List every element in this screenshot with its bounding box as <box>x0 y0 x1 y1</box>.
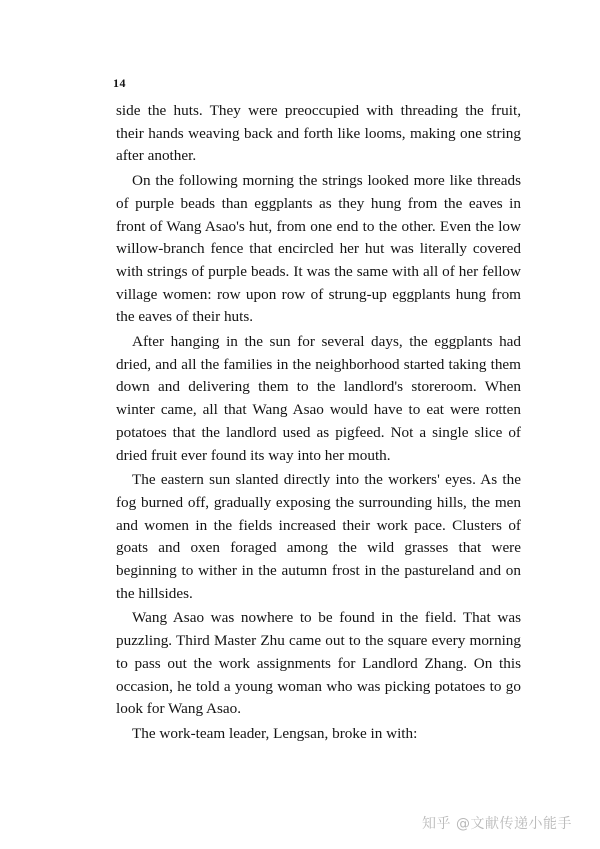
paragraph-6: The work-team leader, Lengsan, broke in with: <box>132 724 418 742</box>
paragraph-3: After hanging in the sun for several days, the eggplants had dried, and all the families in the neighborhood started taking them down and delivering them to the landlord's storeroom. When winter came, all that Wang Asao would have to eat were rotten potatoes that the landlord used as pigfeed. Not a single slice of dried fruit ever found its way into her mouth. <box>116 333 521 464</box>
paragraph-2: On the following morning the strings looked more like threads of purple beads than eggplants as they hung from the eaves in front of Wang Asao's hut, from one end to the other. Even the low willow-branch fence that encircled her hut was literally covered with strings of purple beads. It was the same with all of her fellow village women: row upon row of strung-up eggplants hung from the eaves of their huts. <box>116 172 521 326</box>
paragraph-4: The eastern sun slanted directly into the workers' eyes. As the fog burned off, gradually exposing the surrounding hills, the men and women in the fields increased their work pace. Clusters of goats and oxen foraged among the wild grasses that were beginning to wither in the autumn frost in the pastureland and on the hillsides. <box>116 471 521 602</box>
page-number: 14 <box>113 76 126 90</box>
body-text <box>116 100 521 746</box>
watermark: 知乎 @文献传递小能手 <box>422 816 572 832</box>
paragraph-5: Wang Asao was nowhere to be found in the field. That was puzzling. Third Master Zhu came out to the square every morning to pass out the work assignments for Landlord Zhang. On this occasion, he told a young woman who was picking potatoes to go look for Wang Asao. <box>116 609 521 718</box>
paragraph-1: side the huts. They were preoccupied with threading the fruit, their hands weaving back and forth like looms, making one string after another. <box>116 102 521 165</box>
